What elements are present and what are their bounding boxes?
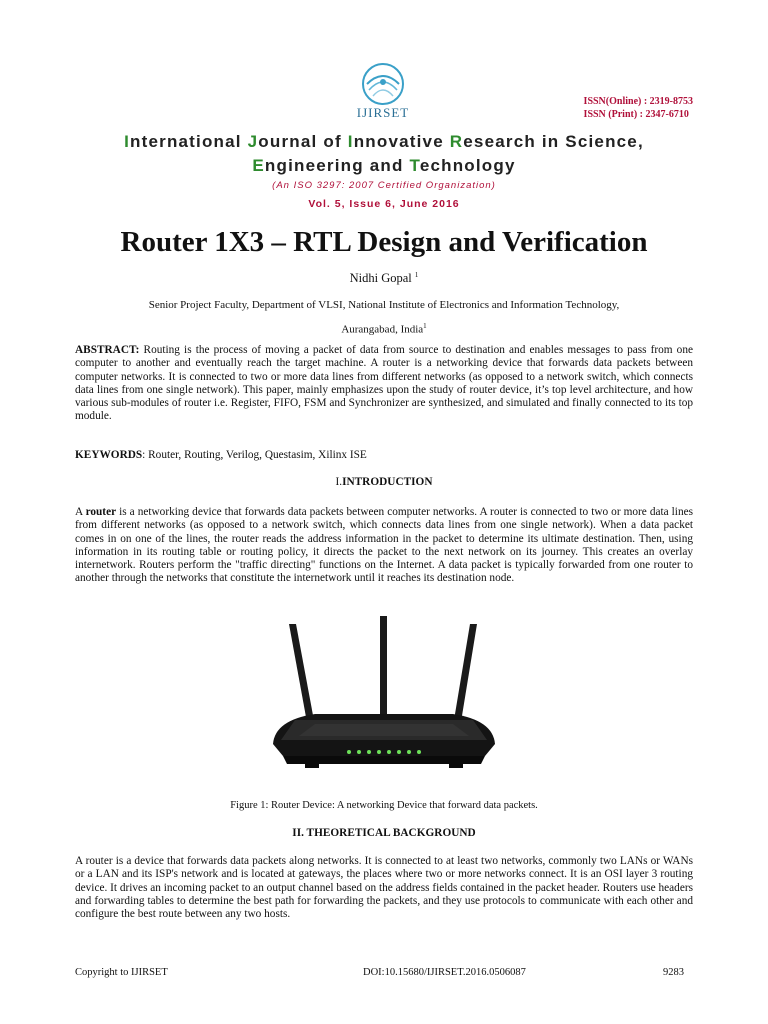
- keywords-label: KEYWORDS: [75, 449, 143, 461]
- author-name: Nidhi Gopal $^1$: [349, 271, 419, 286]
- footer-copyright: Copyright to IJIRSET: [75, 967, 168, 978]
- journal-title-line-1: International Journal of Innovative Research in Science,: [124, 132, 644, 151]
- section-heading-introduction: I.INTRODUCTION: [335, 476, 433, 488]
- section-heading-theoretical-background: II. THEORETICAL BACKGROUND: [292, 827, 476, 839]
- footer-page-number: 9283: [663, 967, 684, 978]
- certification-note: (An ISO 3297: 2007 Certified Organization): [272, 180, 496, 191]
- issn-block: [584, 95, 693, 121]
- journal-title-line-2: Engineering and Technology: [252, 156, 516, 175]
- introduction-paragraph: A router is a networking device that forwards data packets between computer networks. A router is connected to two or more data lines from different networks (as opposed to a network switch, which connects data lines from one single network). When a data packet comes in on one of the lines, the router reads the address information in the packet to determine its ultimate destination. Then, using information in its routing table or routing policy, it directs the packet to the next network on its journey. This creates an overlay internetwork. Routers perform the "traffic directing" functions on the Internet. A data packet is typically forwarded from one router to another through the networks that constitute the internetwork until it reaches its destination node.: [75, 506, 694, 585]
- paper-title: Router 1X3 – RTL Design and Verification: [120, 226, 648, 258]
- figure-caption: Figure 1: Router Device: A networking Device that forward data packets.: [230, 800, 538, 811]
- abstract-label: ABSTRACT:: [75, 344, 140, 356]
- keywords: [75, 449, 693, 462]
- antenna-icon: [289, 616, 477, 728]
- svg-text:IJIRSET: IJIRSET: [356, 105, 410, 120]
- author-affiliation: Senior Project Faculty, Department of VLSI, National Institute of Electronics and Information Technology, Aurangabad, India$^1$: [148, 299, 620, 336]
- issn-print: ISSN (Print) : 2347-6710: [583, 109, 689, 120]
- router-figure: [255, 614, 513, 792]
- theoretical-background-paragraph: A router is a device that forwards data packets along networks. It is connected to at least two networks, commonly two LANs or WANs or a LAN and its ISP's network and is located at gateways, the places where two or more networks connect. It is an OSI layer 3 routing device. It drives an incoming packet to an output channel based on the address fields contained in the packet header. Routers use headers and forwarding tables to determine the best path for forwarding the packets, and they use protocols to communicate with each other and configure the best route between any two hosts.: [75, 855, 693, 921]
- ijirset-logo: [340, 60, 426, 120]
- abstract-text: Routing is the process of moving a packet of data from source to destination and enables messages to pass from one computer to another and eventually reach the target machine. A router is a networking device that forwards data packets between computer networks. It is connected to two or more data lines from different networks (as opposed to a network switch, which connects data lines from one single network). This paper, mainly emphasizes upon the study of router device, it’s top level architecture, and how various sub-modules of router i.e. Register, FIFO, FSM and Synchronizer are synthesized, and simulated and finally connected to its top module.: [75, 344, 693, 423]
- footer-doi: DOI:10.15680/IJIRSET.2016.0506087: [363, 967, 526, 978]
- journal-title: [0, 130, 768, 178]
- volume-issue: Vol. 5, Issue 6, June 2016: [308, 198, 460, 210]
- keywords-text: : Router, Routing, Verilog, Questasim, Xilinx ISE: [142, 449, 367, 461]
- abstract: [75, 344, 693, 424]
- issn-online: ISSN(Online) : 2319-8753: [583, 96, 693, 107]
